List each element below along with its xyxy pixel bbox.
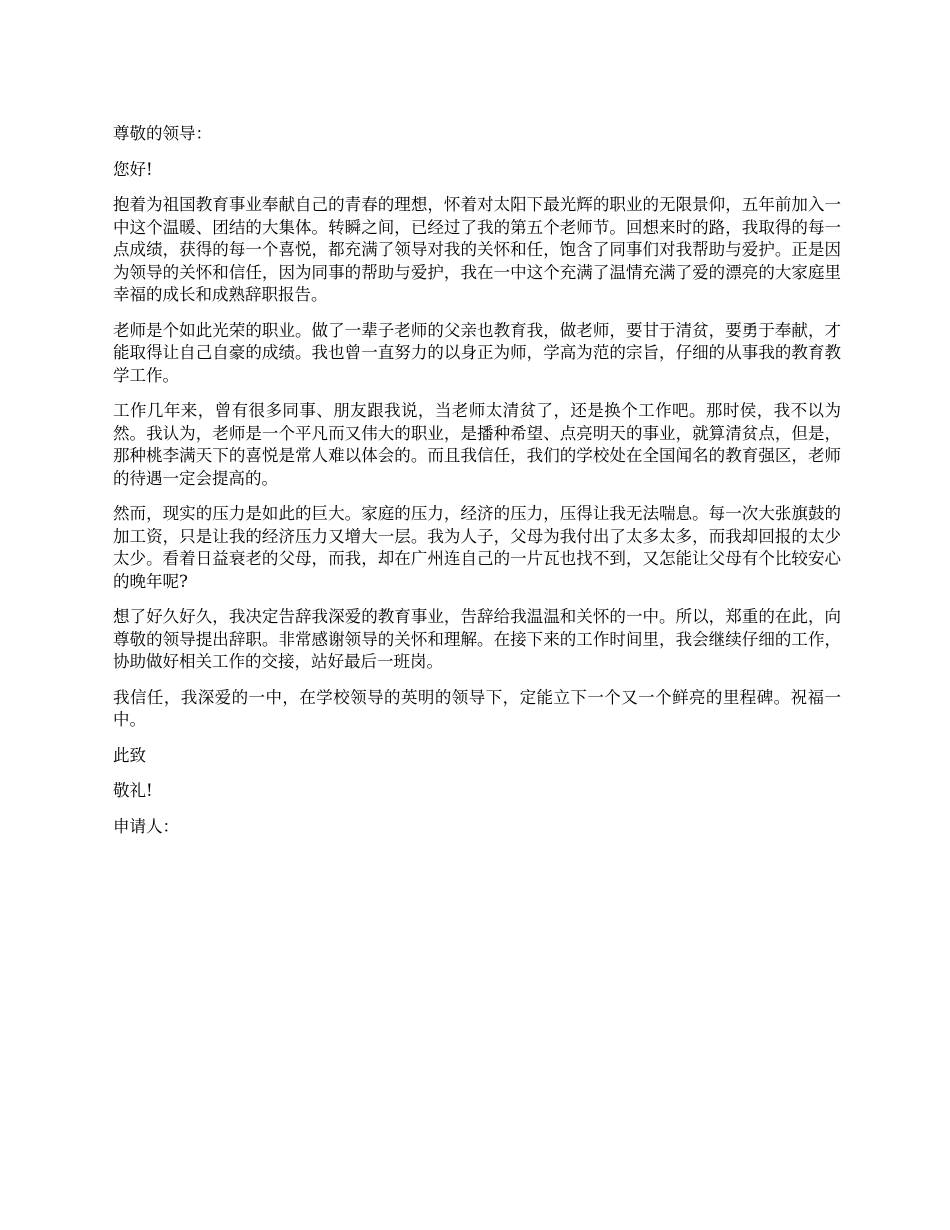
body-paragraph-2: 老师是个如此光荣的职业。做了一辈子老师的父亲也教育我，做老师，要甘于清贫，要勇于奉献，才能取得让自己自豪的成绩。我也曾一直努力的以身正为师，学高为范的宗旨，仔细的从事我的教育教学工作。 — [113, 320, 841, 385]
body-paragraph-6: 我信任，我深爱的一中，在学校领导的英明的领导下，定能立下一个又一个鲜亮的里程碑。祝福一中。 — [113, 687, 841, 729]
greeting: 您好! — [113, 159, 153, 179]
body-paragraph-3: 工作几年来，曾有很多同事、朋友跟我说，当老师太清贫了，还是换个工作吧。那时侯，我不以为然。我认为，老师是一个平凡而又伟大的职业，是播种希望、点亮明天的事业，就算清贫点，但是，那种桃李满天下的喜悦是常人难以体会的。而且我信任，我们的学校处在全国闻名的教育强区，老师的待遇一定会提高的。 — [113, 401, 841, 488]
body-paragraph-4: 然而，现实的压力是如此的巨大。家庭的压力，经济的压力，压得让我无法喘息。每一次大张旗鼓的加工资，只是让我的经济压力又增大一层。我为人子，父母为我付出了太多太多，而我却回报的太少太少。看着日益衰老的父母，而我，却在广州连自己的一片瓦也找不到，又怎能让父母有个比较安心的晚年呢? — [113, 504, 841, 591]
closing-line-2: 敬礼! — [113, 781, 153, 800]
body-paragraph-5: 想了好久好久，我决定告辞我深爱的教育事业，告辞给我温温和关怀的一中。所以，郑重的在此，向尊敬的领导提出辞职。非常感谢领导的关怀和理解。在接下来的工作时间里，我会继续仔细的工作，协助做好相关工作的交接，站好最后一班岗。 — [113, 607, 841, 671]
body-paragraph-1: 抱着为祖国教育事业奉献自己的青春的理想，怀着对太阳下最光辉的职业的无限景仰，五年前加入一中这个温暖、团结的大集体。转瞬之间，已经过了我的第五个老师节。回想来时的路，我取得的每一点成绩，获得的每一个喜悦，都充满了领导对我的关怀和任，饱含了同事们对我帮助与爱护。正是因为领导的关怀和信任，因为同事的帮助与爱护，我在一中这个充满了温情充满了爱的漂亮的大家庭里幸福的成长和成熟辞职报告。 — [113, 195, 841, 304]
salutation: 尊敬的领导： — [113, 124, 212, 143]
resignation-letter — [113, 123, 841, 851]
closing-line-1: 此致 — [113, 745, 146, 765]
signature-label: 申请人： — [113, 816, 179, 836]
